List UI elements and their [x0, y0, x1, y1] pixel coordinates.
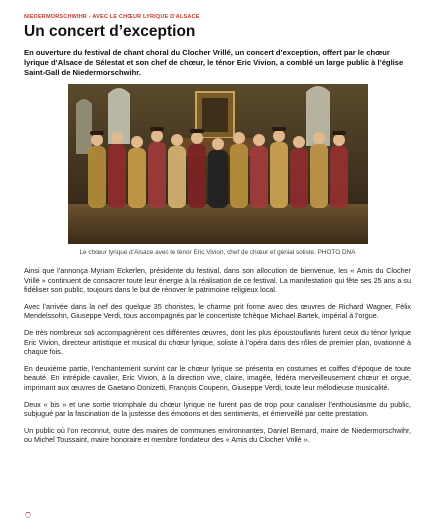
article-headline: Un concert d’exception — [24, 23, 196, 40]
article-paragraph: De très nombreux soli accompagnèrent ces différentes œuvres, dont les plus époustouflants furent ceux du ténor lyrique Eric Vivion, directeur artistique et musical du chœur lyrique, soliste à l’opéra dans des rôles de premier plan, ovationné à chaque fois. — [24, 327, 411, 357]
article-paragraph: Un public où l’on reconnut, outre des maires de communes environnantes, Daniel Bernard, maire de Niedermorschwihr, ou Michel Toussaint, maire honoraire et membre fondateur des « Amis du Clocher Vrillé ». — [24, 425, 411, 445]
article-lead: En ouverture du festival de chant choral du Clocher Vrillé, un concert d’exception, offert par le chœur lyrique d’Alsace de Sélestat et son chef de chœur, le ténor Eric Vivion, a comblé un large public à l’église Saint-Gall de Niedermorschwihr. — [24, 48, 404, 77]
article-photo — [68, 84, 368, 244]
choir-photo-illustration — [68, 84, 368, 244]
article-paragraph: Ainsi que l’annonça Myriam Eckerlen, présidente du festival, dans son allocution de bienvenue, les « Amis du Clocher Vrillé » continuent de consacrer toute leur énergie à la réalisation de ce festival. La manifestation qui fête ses 25 ans a su fidéliser son public, toujours dans le but de rénover le patrimoine religieux local. — [24, 266, 411, 295]
article-paragraph: Avec l’arrivée dans la nef des quelque 35 choristes, le charme prit forme avec des œuvres de Richard Wagner, Félix Mendelssohn, Giuseppe Verdi, tous accompagnés par le concertiste tchèque Michael Bartek, impérial à l’orgue. — [24, 301, 411, 321]
article-kicker: NIEDERMORSCHWIHR - AVEC LE CHŒUR LYRIQUE D'ALSACE — [24, 14, 200, 20]
loading-spinner-icon — [25, 512, 31, 518]
photo-caption: Le chœur lyrique d’Alsace avec le ténor Eric Vivion, chef de chœur et génial soliste. PHOTO DNA — [79, 249, 356, 256]
article-paragraph: En deuxième partie, l’enchantement survint car le chœur lyrique se présenta en costumes et coiffes d’époque de toute beauté. En intrépide cavalier, Eric Vivion, à la direction vive, claire, imagée, fédéra merveilleusement chœur et orgue, imprimant aux œuvres de Gaetano Donizetti, François Couperin, Giuseppe Verdi, toute leur mélodieuse musicalité. — [24, 363, 411, 392]
article-paragraph: Deux « bis » et une sortie triomphale du chœur lyrique ne furent pas de trop pour canaliser l’enthousiasme du public, subjugué par la fascination de la justesse des émotions et des sentiments, et émerveillé par cette prestation. — [24, 399, 411, 419]
